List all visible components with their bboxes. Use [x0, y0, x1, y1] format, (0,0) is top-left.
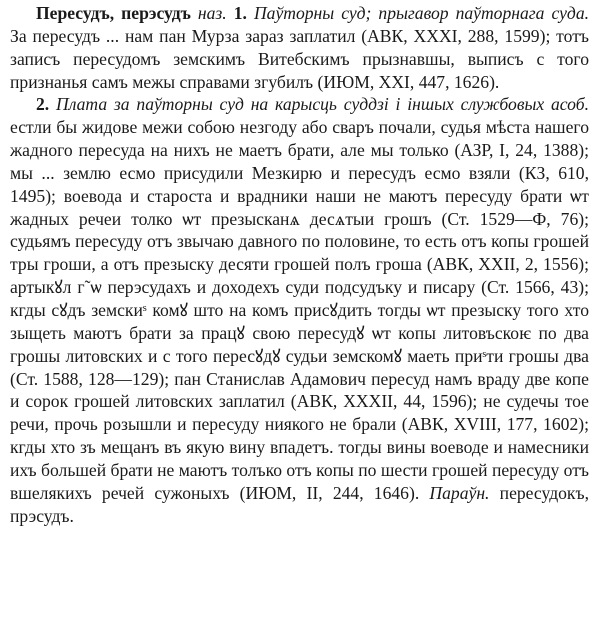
- sense-2-number: 2.: [36, 94, 50, 115]
- headword: Пересудъ, перэсудъ: [36, 3, 191, 23]
- sense-1-citations: За пересудъ ... нам пан Мурза зараз заплатил (АВК, XXXI, 288, 1599); тотъ записъ пересудомъ земскимъ Витебскимъ прызнавшы, выписъ с того признанья самъ межы справами згубилъ (ИЮМ, XXI, 447, 1626).: [10, 25, 589, 92]
- sense-2-citations: естли бы жидове межи собою незгоду або сваръ почали, судья мѣста нашего жадного пересуда на нихъ не маетъ брати, але мы только (АЗР, I, 24, 1388); мы ... землю есмо присудили Мезкирю и пересудъ есмо взяли (КЗ, 610, 1495); воевода и староста и врадники наши не маютъ пересуду брати ѡт жадных речеи толко ѡт презысканѧ десѧтыи грошъ (Ст. 1529—Ф, 76); судьямъ пересуду отъ звычаю давного по половине, то есть отъ копы грошей тры гроши, а отъ презыску десяти грошей полъ гроша (АВК, XXII, 2, 1556); артыкꙋл г̃ ѡ перэсудахъ и доходехъ суди подсудъку и писару (Ст. 1566, 43); кгды сꙋдъ земскиˢ комꙋ што на комъ присꙋдить тогды ѡт презыску того хто зыщеть маютъ брати за працꙋ свою пересудꙋ ѡт копы литовъскоѥ по два грошы литовских и с того пересꙋдꙋ судьи земскомꙋ маеть приˢти грошы два (Ст. 1588, 128—129); пан Станислав Адамович пересуд намъ враду две копе и сорок грошей литовских заплатил (АВК, XXXII, 44, 1596); не судечы тое речи, прочь розышли и пересуду ниякого не брали (АВК, XVIII, 177, 1602); кгды хто зъ мещанъ въ якую вину впадетъ. тогды вины воеводе и намесники ихъ большей брати не маютъ толъко отъ копы по шести грошей пересуду отъ вшелякихъ речей сужоныхъ (ИЮМ, II, 244, 1646).: [10, 117, 589, 503]
- cross-reference-text: пересудокъ, прэсудъ.: [10, 482, 589, 526]
- sense-2-definition: Плата за паўторны суд на карысць суддзі і іншых службовых асоб.: [56, 94, 589, 115]
- sense-2-paragraph: [10, 93, 589, 527]
- cross-reference-label: Параўн.: [429, 482, 490, 503]
- part-of-speech: наз.: [197, 3, 227, 23]
- sense-1-paragraph: [10, 2, 589, 93]
- sense-1-definition: Паўторны суд; прыгавор паўторнага суда.: [253, 3, 590, 23]
- sense-1-number: 1.: [233, 3, 247, 23]
